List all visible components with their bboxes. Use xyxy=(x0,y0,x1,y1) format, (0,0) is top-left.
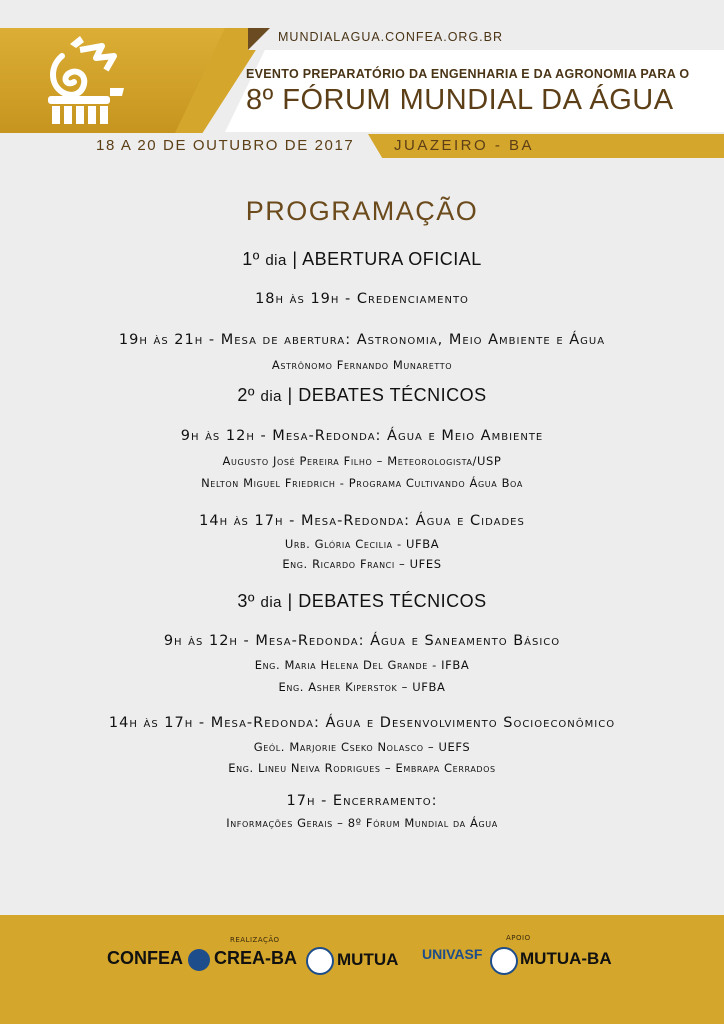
day3-session-1-speaker-2: Eng. Asher Kiperstok – UFBA xyxy=(278,680,446,694)
day1-label: dia xyxy=(265,252,287,269)
day1-title: ABERTURA OFICIAL xyxy=(302,249,482,269)
day1-session-2: 19h às 21h - Mesa de abertura: Astronomia, Meio Ambiente e Água xyxy=(118,332,606,348)
event-location: JUAZEIRO - BA xyxy=(394,137,535,154)
footer-sponsors xyxy=(0,915,724,1024)
crea-ba-logo: CREA-BA xyxy=(214,948,297,968)
day2-number: 2º xyxy=(237,385,255,405)
url-bar-accent xyxy=(248,28,270,50)
day2-session-1: 9h às 12h - Mesa-Redonda: Água e Meio Ambiente xyxy=(180,428,544,444)
day-separator: | xyxy=(287,591,299,611)
mutua-logo: MUTUA xyxy=(337,950,399,969)
mutua-ba-emblem-icon xyxy=(490,947,518,975)
day2-session-2-speaker-1: Urb. Glória Cecilia - UFBA xyxy=(284,537,440,551)
day2-label: dia xyxy=(260,388,283,405)
event-url[interactable]: MUNDIALAGUA.CONFEA.ORG.BR xyxy=(278,30,504,44)
day2-session-1-speaker-1: Augusto José Pereira Filho – Meteorologista/USP xyxy=(222,454,502,468)
day3-session-1: 9h às 12h - Mesa-Redonda: Água e Saneamento Básico xyxy=(163,633,561,649)
day1-heading xyxy=(0,249,724,270)
day3-title: DEBATES TÉCNICOS xyxy=(298,591,487,611)
day2-heading xyxy=(0,385,724,406)
day3-label: dia xyxy=(260,594,283,611)
event-subtitle: EVENTO PREPARATÓRIO DA ENGENHARIA E DA AGRONOMIA PARA O xyxy=(246,67,690,81)
day-separator: | xyxy=(292,249,303,269)
day2-session-1-speaker-2: Nelton Miguel Friedrich - Programa Cultivando Água Boa xyxy=(201,476,523,490)
day3-session-2-speaker-1: Geól. Marjorie Cseko Nolasco – UEFS xyxy=(253,740,471,754)
day2-session-2-speaker-2: Eng. Ricardo Franci – UFES xyxy=(282,557,442,571)
day1-session-1: 18h às 19h - Credenciamento xyxy=(255,291,469,307)
mutua-emblem-icon xyxy=(306,947,334,975)
day1-number: 1º xyxy=(242,249,260,269)
day-separator: | xyxy=(287,385,299,405)
day3-number: 3º xyxy=(237,591,255,611)
mutua-ba-logo: MUTUA-BA xyxy=(520,949,612,968)
day1-session-2-speaker: Astrônomo Fernando Munaretto xyxy=(271,358,453,372)
event-title: 8º FÓRUM MUNDIAL DA ÁGUA xyxy=(246,84,674,116)
day2-session-2: 14h às 17h - Mesa-Redonda: Água e Cidades xyxy=(199,513,525,529)
forum-logo-icon xyxy=(40,36,130,128)
day3-session-2: 14h às 17h - Mesa-Redonda: Água e Desenvolvimento Socioeconômico xyxy=(108,715,616,731)
realizacao-label: REALIZAÇÃO xyxy=(230,936,280,944)
day2-title: DEBATES TÉCNICOS xyxy=(298,385,487,405)
apoio-label: APOIO xyxy=(506,934,531,942)
program-heading: PROGRAMAÇÃO xyxy=(245,196,479,226)
day3-session-2-speaker-2: Eng. Lineu Neiva Rodrigues – Embrapa Cerrados xyxy=(228,761,496,775)
confea-logo: CONFEA xyxy=(107,948,183,968)
crea-emblem-icon xyxy=(188,949,210,971)
day3-session-3-info: Informações Gerais – 8º Fórum Mundial da Água xyxy=(226,816,498,830)
day3-session-1-speaker-1: Eng. Maria Helena Del Grande - IFBA xyxy=(254,658,470,672)
day3-session-3: 17h - Encerramento: xyxy=(286,793,438,809)
event-dates: 18 A 20 DE OUTUBRO DE 2017 xyxy=(96,137,355,154)
univasf-logo: UNIVASF xyxy=(422,946,483,962)
day3-heading xyxy=(0,591,724,612)
